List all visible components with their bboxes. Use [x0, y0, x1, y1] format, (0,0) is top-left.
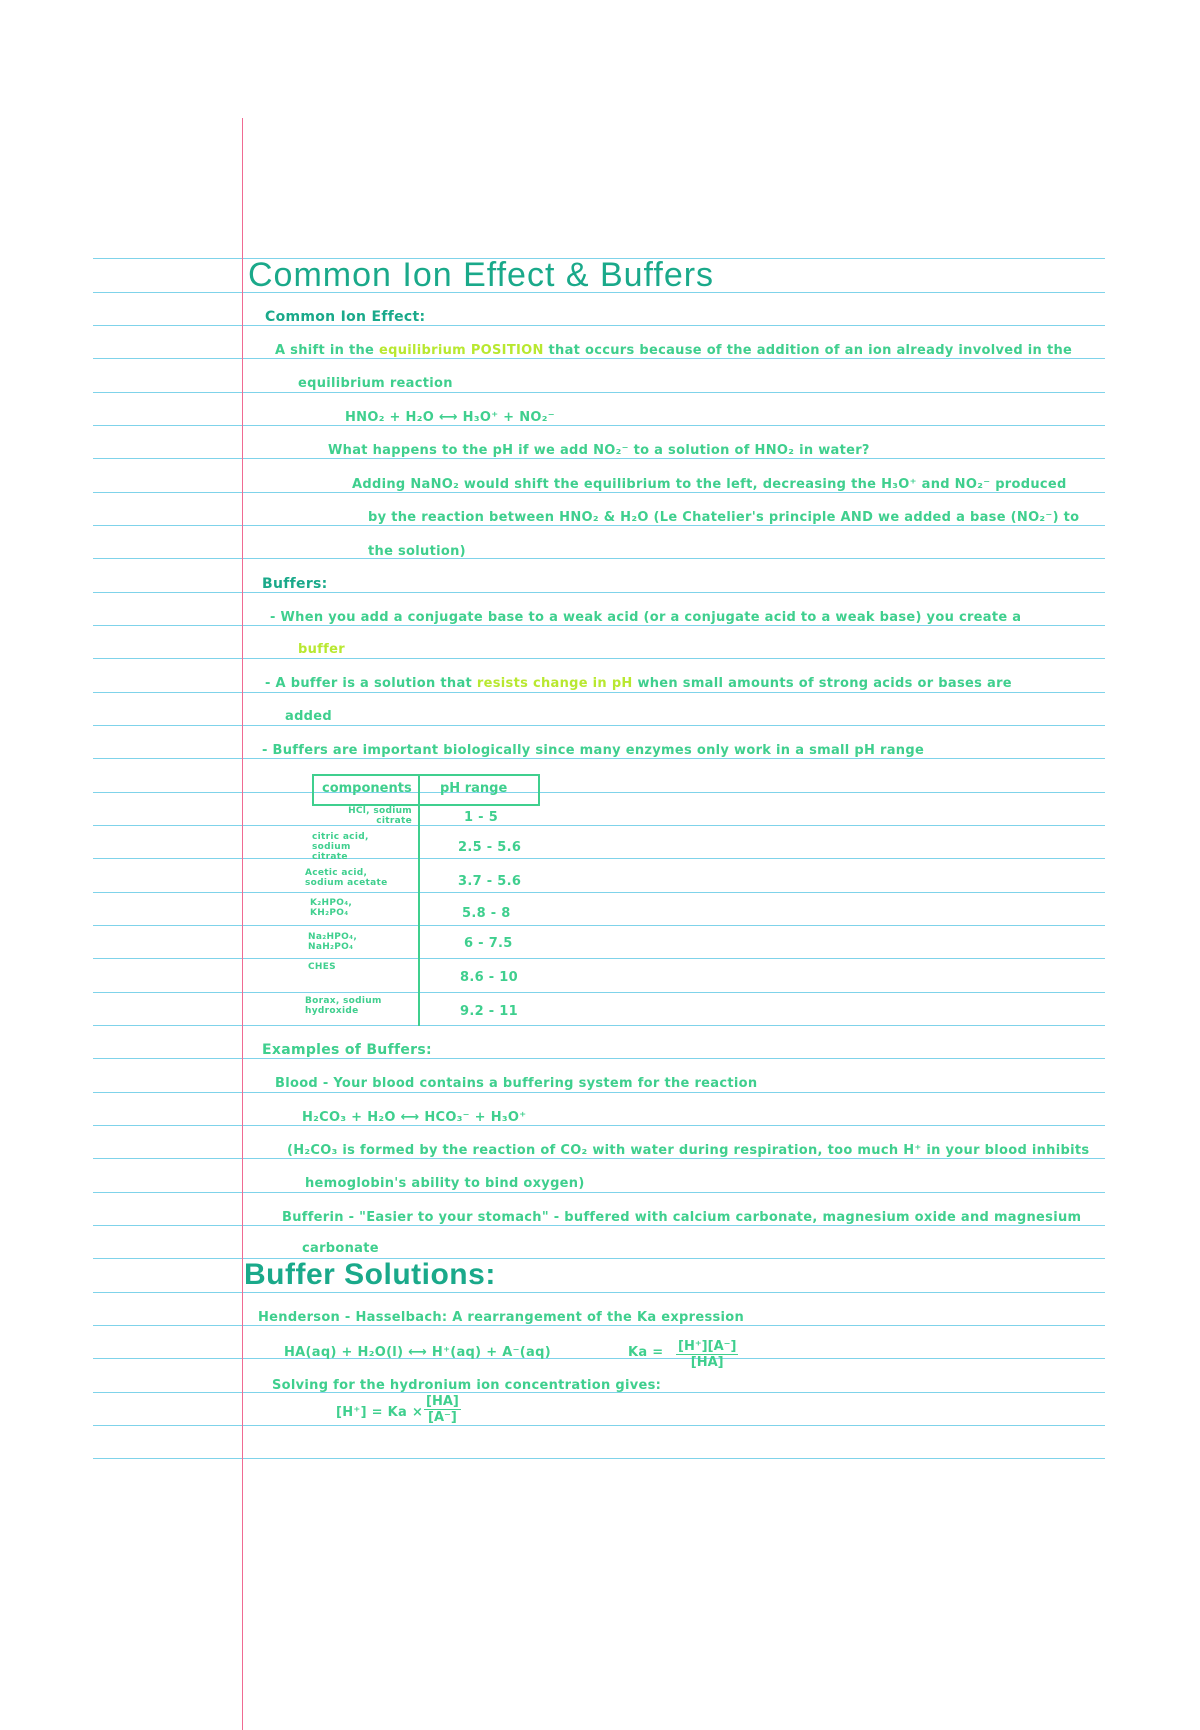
buffer-bullet-2: - A buffer is a solution that resists change in pH when small amounts of strong acids or bases are — [265, 676, 1012, 691]
table-row-range: 9.2 - 11 — [460, 1004, 518, 1019]
solving-text: Solving for the hydronium ion concentration gives: — [272, 1378, 662, 1393]
buffer-bullet-1: - When you add a conjugate base to a weak acid (or a conjugate acid to a weak base) you create a — [270, 610, 1022, 625]
ha-dissociation-equation: HA(aq) + H₂O(l) ⟷ H⁺(aq) + A⁻(aq) — [284, 1345, 551, 1360]
table-row-range: 3.7 - 5.6 — [458, 874, 522, 889]
table-row-component: Na₂HPO₄, NaH₂PO₄ — [308, 932, 358, 952]
buffer-solutions-heading: Buffer Solutions: — [244, 1258, 496, 1291]
blood-text: Blood - Your blood contains a buffering system for the reaction — [275, 1076, 758, 1091]
table-row-component: HCl, sodium citrate — [348, 806, 412, 826]
blood-equation: H₂CO₃ + H₂O ⟷ HCO₃⁻ + H₃O⁺ — [302, 1110, 527, 1125]
answer-line-2: by the reaction between HNO₂ & H₂O (Le Chatelier's principle AND we added a base (NO₂⁻) to — [368, 510, 1080, 525]
page-title: Common Ion Effect & Buffers — [248, 256, 715, 294]
answer-line-1: Adding NaNO₂ would shift the equilibrium to the left, decreasing the H₃O⁺ and NO₂⁻ produced — [352, 477, 1067, 492]
common-ion-heading: Common Ion Effect: — [265, 309, 426, 325]
highlight-buffer: buffer — [298, 642, 345, 657]
hydronium-label: [H⁺] = Ka × — [336, 1405, 424, 1420]
buffer-bullet-2-cont: added — [285, 709, 333, 724]
highlight-position: POSITION — [470, 343, 544, 358]
table-row-range: 8.6 - 10 — [460, 970, 518, 985]
col-components: components — [322, 781, 412, 796]
hydronium-numerator: [HA] — [426, 1394, 459, 1409]
bufferin-line-1: Bufferin - "Easier to your stomach" - buffered with calcium carbonate, magnesium oxide and magnesium — [282, 1210, 1082, 1225]
table-divider — [418, 774, 420, 1026]
table-row-range: 2.5 - 5.6 — [458, 840, 522, 855]
hydronium-fraction — [424, 1394, 461, 1425]
table-row-range: 5.8 - 8 — [462, 906, 511, 921]
buffers-heading: Buffers: — [262, 576, 328, 592]
equilibrium-equation: HNO₂ + H₂O ⟷ H₃O⁺ + NO₂⁻ — [345, 410, 555, 425]
buffer-table-header — [312, 774, 540, 806]
ka-label: Ka = — [628, 1345, 664, 1360]
table-row-range: 1 - 5 — [464, 810, 499, 825]
answer-line-3: the solution) — [368, 544, 466, 559]
highlight-resists-change: resists change in pH — [476, 676, 633, 691]
hydronium-denominator: [A⁻] — [428, 1410, 457, 1425]
blood-note-line-2: hemoglobin's ability to bind oxygen) — [305, 1176, 585, 1191]
bufferin-line-2: carbonate — [302, 1241, 379, 1256]
henderson-hasselbach-text: Henderson - Hasselbach: A rearrangement of the Ka expression — [258, 1310, 745, 1325]
question-text: What happens to the pH if we add NO₂⁻ to a solution of HNO₂ in water? — [328, 443, 870, 458]
highlight-equilibrium: equilibrium — [378, 343, 467, 358]
definition-line-2: equilibrium reaction — [298, 376, 453, 391]
examples-heading: Examples of Buffers: — [262, 1042, 432, 1058]
buffer-bullet-3: - Buffers are important biologically since many enzymes only work in a small pH range — [262, 743, 925, 758]
ka-numerator: [H⁺][A⁻] — [678, 1339, 737, 1354]
table-row-component: Borax, sodium hydroxide — [305, 996, 382, 1016]
definition-line-1: A shift in the equilibrium POSITION that occurs because of the addition of an ion already involved in the — [275, 343, 1073, 358]
ka-fraction — [676, 1339, 738, 1370]
table-row-component: Acetic acid, sodium acetate — [305, 868, 388, 888]
table-row-range: 6 - 7.5 — [464, 936, 513, 951]
blood-note-line-1: (H₂CO₃ is formed by the reaction of CO₂ with water during respiration, too much H⁺ in your blood inhibits — [287, 1143, 1090, 1158]
col-ph-range: pH range — [440, 781, 508, 796]
table-row-component: CHES — [308, 962, 336, 972]
margin-line — [242, 118, 243, 1730]
ka-denominator: [HA] — [690, 1355, 724, 1370]
table-row-component: K₂HPO₄, KH₂PO₄ — [310, 898, 353, 918]
table-row-component: citric acid, sodium citrate — [312, 832, 369, 862]
